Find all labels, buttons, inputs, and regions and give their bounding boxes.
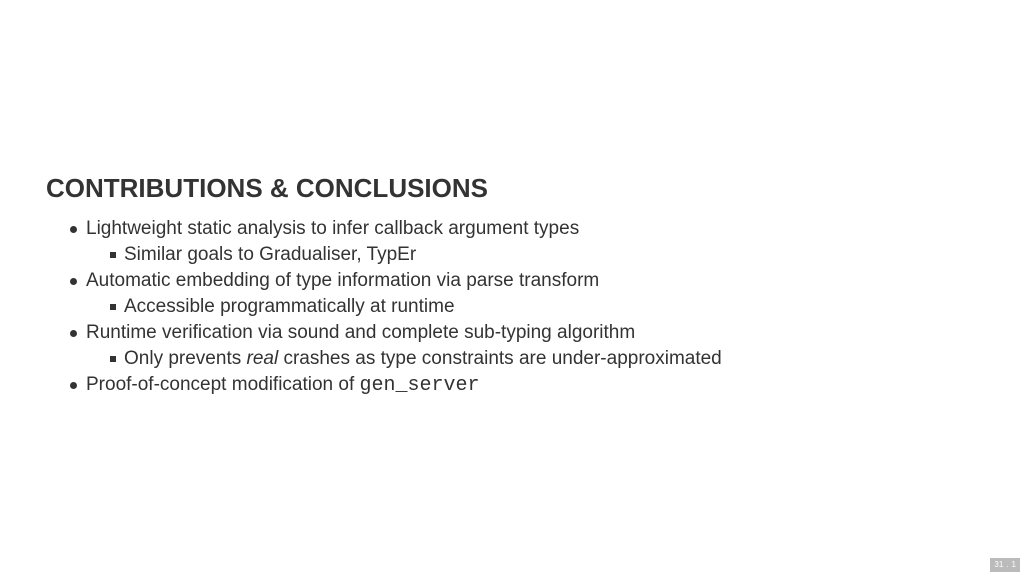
slide-title: CONTRIBUTIONS & CONCLUSIONS bbox=[46, 173, 488, 203]
sub-bullet-list bbox=[86, 294, 986, 320]
list-item-text: Runtime verification via sound and complete sub-typing algorithm bbox=[86, 322, 636, 343]
sub-list-item bbox=[86, 346, 986, 372]
sub-bullet-list bbox=[86, 346, 986, 372]
list-item bbox=[46, 320, 986, 372]
sub-list-item bbox=[86, 294, 986, 320]
slide-number-v: 1 bbox=[1011, 560, 1016, 569]
bullet-icon bbox=[70, 330, 77, 337]
list-item-text: Proof-of-concept modification of bbox=[86, 374, 360, 395]
slide-number bbox=[990, 558, 1020, 572]
square-bullet-icon bbox=[110, 356, 116, 362]
list-item bbox=[46, 372, 986, 399]
slide-number-separator: . bbox=[1006, 560, 1009, 569]
sub-list-item-text: Accessible programmatically at runtime bbox=[124, 296, 455, 317]
bullet-list bbox=[46, 216, 986, 399]
square-bullet-icon bbox=[110, 304, 116, 310]
sub-list-item-text-after: crashes as type constraints are under-approximated bbox=[278, 348, 722, 369]
bullet-icon bbox=[70, 382, 77, 389]
list-item-text: Lightweight static analysis to infer callback argument types bbox=[86, 218, 580, 239]
sub-bullet-list bbox=[86, 242, 986, 268]
sub-list-item bbox=[86, 242, 986, 268]
bullet-icon bbox=[70, 226, 77, 233]
sub-list-item-text: Similar goals to Gradualiser, TypEr bbox=[124, 244, 417, 265]
list-item bbox=[46, 268, 986, 320]
bullet-icon bbox=[70, 278, 77, 285]
list-item bbox=[46, 216, 986, 268]
code-text: gen_server bbox=[359, 374, 480, 397]
slide-number-h: 31 bbox=[994, 560, 1004, 569]
list-item-text: Automatic embedding of type information via parse transform bbox=[86, 270, 600, 291]
slide-content bbox=[46, 168, 986, 399]
emphasis-text: real bbox=[246, 348, 279, 369]
square-bullet-icon bbox=[110, 252, 116, 258]
sub-list-item-text-before: Only prevents bbox=[124, 348, 247, 369]
